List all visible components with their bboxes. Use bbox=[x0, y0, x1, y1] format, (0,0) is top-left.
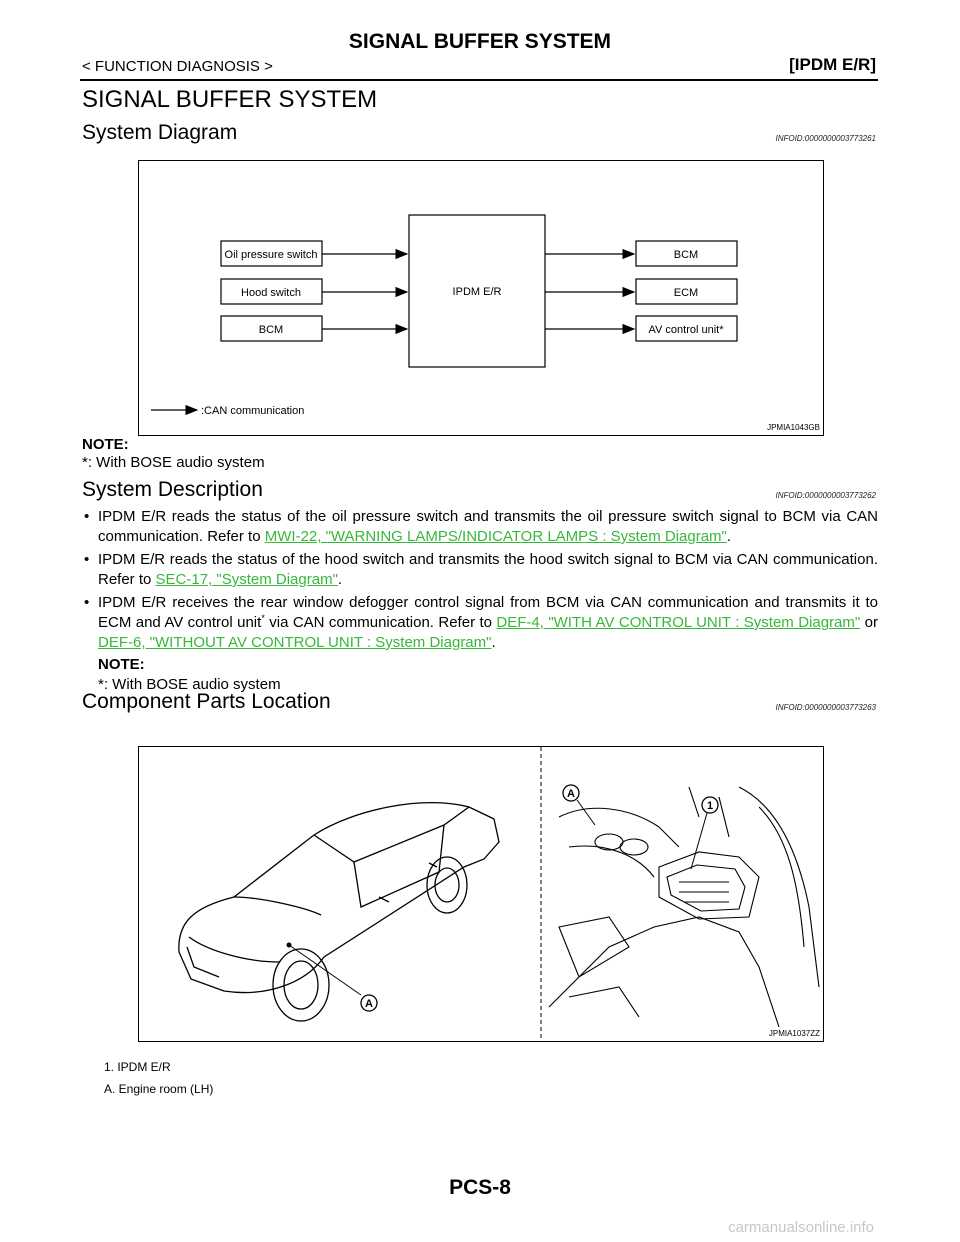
legend-item-1: 1. IPDM E/R bbox=[104, 1060, 171, 1074]
callout-a-left-text: A bbox=[365, 998, 373, 1010]
output-label-bcm: BCM bbox=[673, 249, 699, 261]
system-description-list bbox=[82, 507, 878, 698]
bullet-mark: • bbox=[84, 551, 90, 568]
bullet2-text: IPDM E/R reads the status of the hood switch and transmits the hood switch signal to BCM via CAN communication. Refer to bbox=[98, 551, 878, 588]
input-label-bcm: BCM bbox=[258, 324, 284, 336]
component-parts-figure-id: JPMIA1037ZZ bbox=[768, 1029, 820, 1038]
header-title: SIGNAL BUFFER SYSTEM bbox=[348, 30, 612, 53]
system-diagram-infoid: INFOID:0000000003773261 bbox=[775, 134, 876, 143]
output-label-ecm: ECM bbox=[673, 287, 699, 299]
bullet3-mid: via CAN communication. Refer to bbox=[264, 614, 497, 631]
link-def-4[interactable]: DEF-4, "WITH AV CONTROL UNIT : System Diagram" bbox=[496, 614, 861, 631]
component-parts-heading: Component Parts Location bbox=[82, 690, 331, 713]
link-sec-17[interactable]: SEC-17, "System Diagram" bbox=[155, 571, 338, 588]
output-label-av-control: AV control unit* bbox=[648, 324, 724, 336]
legend-item-a: A. Engine room (LH) bbox=[104, 1082, 214, 1096]
system-diagram-svg bbox=[139, 161, 823, 435]
component-parts-svg bbox=[139, 747, 823, 1041]
bullet3-superscript: * bbox=[261, 613, 265, 623]
link-def-6[interactable]: DEF-6, "WITHOUT AV CONTROL UNIT : System Diagram" bbox=[98, 634, 492, 651]
center-label-ipdm: IPDM E/R bbox=[452, 286, 502, 298]
input-label-oil-pressure: Oil pressure switch bbox=[224, 249, 318, 261]
leader-a-right bbox=[577, 800, 595, 825]
leader-1 bbox=[691, 813, 707, 869]
page-number: PCS-8 bbox=[449, 1176, 511, 1199]
system-diagram-note-label: NOTE: bbox=[82, 436, 129, 453]
list-item bbox=[82, 550, 878, 590]
list-item bbox=[82, 593, 878, 695]
input-label-hood-switch: Hood switch bbox=[241, 287, 301, 299]
system-description-note-text: *: With BOSE audio system bbox=[98, 676, 281, 693]
callout-1-text: 1 bbox=[706, 800, 714, 812]
component-parts-figure bbox=[138, 746, 824, 1042]
bullet2-end: . bbox=[337, 571, 343, 588]
header-divider bbox=[80, 79, 878, 81]
bullet3-end: . bbox=[491, 634, 496, 651]
leader-a-left bbox=[289, 945, 361, 995]
car-illustration bbox=[179, 803, 499, 1021]
system-description-heading: System Description bbox=[82, 478, 263, 501]
component-parts-infoid: INFOID:0000000003773263 bbox=[775, 703, 876, 712]
bullet1-text: IPDM E/R reads the status of the oil pressure switch and transmits the oil pressure switch signal to BCM via CAN communication. Refer to bbox=[98, 508, 878, 545]
system-diagram-figure bbox=[138, 160, 824, 436]
page-title: SIGNAL BUFFER SYSTEM bbox=[82, 86, 378, 113]
legend-label: :CAN communication bbox=[201, 405, 305, 417]
system-diagram-note-text: *: With BOSE audio system bbox=[82, 454, 265, 471]
watermark: carmanualsonline.info bbox=[728, 1219, 874, 1236]
bullet3-or: or bbox=[860, 614, 878, 631]
callout-a-right-text: A bbox=[567, 788, 575, 800]
bullet1-end: . bbox=[726, 528, 732, 545]
header-model: [IPDM E/R] bbox=[789, 55, 876, 74]
bullet-mark: • bbox=[84, 594, 90, 611]
system-description-note-label: NOTE: bbox=[98, 656, 145, 673]
list-item bbox=[82, 507, 878, 547]
system-diagram-heading: System Diagram bbox=[82, 121, 238, 144]
bullet3-text: IPDM E/R receives the rear window defogger control signal from BCM via CAN communication and transmits it to ECM and AV control unit bbox=[98, 594, 878, 631]
header-section: < FUNCTION DIAGNOSIS > bbox=[82, 58, 273, 75]
link-mwi-22[interactable]: MWI-22, "WARNING LAMPS/INDICATOR LAMPS : System Diagram" bbox=[264, 528, 727, 545]
bullet-mark: • bbox=[84, 508, 90, 525]
engine-room-illustration bbox=[549, 787, 819, 1027]
system-description-infoid: INFOID:0000000003773262 bbox=[775, 491, 876, 500]
system-diagram-figure-id: JPMIA1043GB bbox=[767, 423, 820, 432]
pointer-dot bbox=[287, 943, 292, 948]
